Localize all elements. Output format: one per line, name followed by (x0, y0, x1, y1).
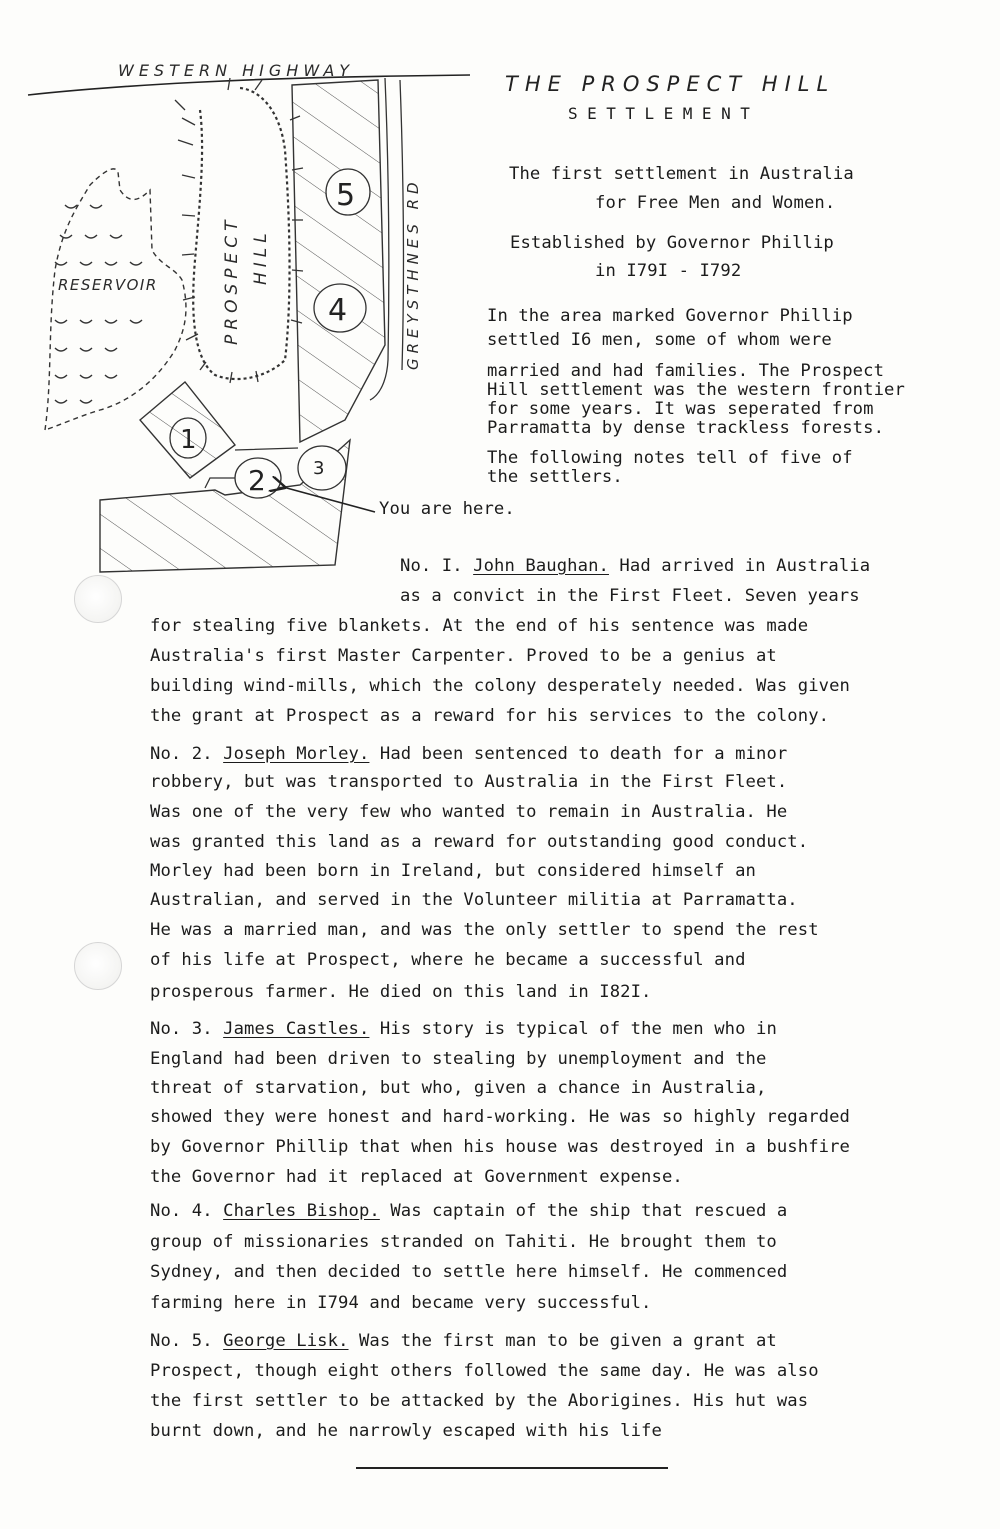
punch-hole-bottom (74, 942, 122, 990)
settler-3-line: England had been driven to stealing by unemployment and the (150, 1049, 767, 1069)
settler-1-line: building wind-mills, which the colony desperately needed. Was given (150, 676, 850, 696)
settler-2-line: robbery, but was transported to Australia in the First Fleet. (150, 772, 788, 792)
settler-number: No. I. (400, 556, 463, 576)
settler-number: No. 3. (150, 1019, 213, 1039)
settler-number: No. 5. (150, 1331, 213, 1351)
intro-body-line: Parramatta by dense trackless forests. (487, 418, 885, 438)
settler-text: Had arrived in Australia (619, 556, 871, 576)
greystanes-road-label: GREYSTHNES RD (404, 177, 422, 370)
settler-1-line: for stealing five blankets. At the end of his sentence was made (150, 616, 809, 636)
tagline-line-2: for Free Men and Women. (595, 193, 836, 213)
settler-text: Was the first man to be given a grant at (358, 1331, 777, 1351)
established-line-1: Established by Governor Phillip (510, 233, 834, 253)
settler-1-heading (400, 556, 870, 576)
you-are-here-label: You are here. (379, 499, 515, 519)
settler-2-line: of his life at Prospect, where he became a successful and (150, 950, 746, 970)
settler-5-line: Prospect, though eight others followed the same day. He was also (150, 1361, 819, 1381)
plot-label-3: 3 (313, 458, 325, 479)
settler-text: His story is typical of the men who in (379, 1019, 777, 1039)
settler-text: Had been sentenced to death for a minor (379, 744, 788, 764)
settler-4-line: group of missionaries stranded on Tahiti. He brought them to (150, 1232, 777, 1252)
settler-5-line: the first settler to be attacked by the Aborigines. His hut was (150, 1391, 809, 1411)
intro-body-line: Hill settlement was the western frontier (487, 380, 905, 400)
settler-2-line: Australian, and served in the Volunteer militia at Parramatta. (150, 890, 798, 910)
reservoir-label: RESERVOIR (58, 276, 158, 294)
intro-body-line: for some years. It was seperated from (487, 399, 874, 419)
plot-label-5: 5 (336, 178, 356, 213)
plot-label-1: 1 (180, 425, 197, 455)
settler-2-line: He was a married man, and was the only settler to spend the rest (150, 920, 819, 940)
settler-2-heading (150, 744, 787, 764)
intro-notes-line: The following notes tell of five of (487, 448, 853, 468)
settler-5-heading (150, 1331, 777, 1351)
settler-4-line: Sydney, and then decided to settle here himself. He commenced (150, 1262, 788, 1282)
settler-3-line: showed they were honest and hard-working. He was so highly regarded (150, 1107, 850, 1127)
document-title: THE PROSPECT HILL (505, 72, 836, 96)
settler-2-line: prosperous farmer. He died on this land in I82I. (150, 982, 652, 1002)
settler-3-heading (150, 1019, 777, 1039)
hill-label-hill: HILL (251, 228, 271, 285)
settler-4-line: farming here in I794 and became very successful. (150, 1293, 652, 1313)
closing-rule (356, 1467, 668, 1469)
reservoir-water-marks (55, 205, 142, 403)
settler-5-line: burnt down, and he narrowly escaped with his life (150, 1421, 662, 1441)
plot-4-5-area (292, 80, 385, 442)
plot-label-4: 4 (328, 293, 348, 328)
established-line-2: in I79I - I792 (595, 261, 742, 281)
settler-number: No. 4. (150, 1201, 213, 1221)
settler-name: Joseph Morley. (223, 744, 370, 764)
document-subtitle: SETTLEMENT (568, 104, 760, 123)
settler-2-line: was granted this land as a reward for outstanding good conduct. (150, 832, 809, 852)
reservoir-outline (45, 169, 186, 430)
settler-name: George Lisk. (223, 1331, 349, 1351)
intro-body-line: married and had families. The Prospect (487, 361, 885, 381)
settler-1-line: Australia's first Master Carpenter. Proved to be a genius at (150, 646, 777, 666)
settler-1-line: the grant at Prospect as a reward for his services to the colony. (150, 706, 830, 726)
settler-2-line: Was one of the very few who wanted to remain in Australia. He (150, 802, 788, 822)
punch-hole-top (74, 575, 122, 623)
settler-4-heading (150, 1201, 787, 1221)
settler-name: John Baughan. (473, 556, 609, 576)
settler-2-line: Morley had been born in Ireland, but considered himself an (150, 861, 756, 881)
settler-3-line: the Governor had it replaced at Government expense. (150, 1167, 683, 1187)
settler-3-line: threat of starvation, but who, given a chance in Australia, (150, 1078, 767, 1098)
hill-label-prospect: PROSPECT (222, 215, 242, 345)
settler-1-line: as a convict in the First Fleet. Seven years (400, 586, 860, 606)
settler-3-line: by Governor Phillip that when his house was destroyed in a bushfire (150, 1137, 850, 1157)
intro-notes-line: the settlers. (487, 467, 623, 487)
plot-label-2: 2 (248, 464, 266, 497)
tagline-line-1: The first settlement in Australia (509, 164, 854, 184)
western-highway-label: WESTERN HIGHWAY (118, 61, 355, 80)
intro-body-line: In the area marked Governor Phillip (487, 306, 853, 326)
settler-number: No. 2. (150, 744, 213, 764)
settler-name: Charles Bishop. (223, 1201, 380, 1221)
settler-name: James Castles. (223, 1019, 370, 1039)
intro-body-line: settled I6 men, some of whom were (487, 330, 832, 350)
settler-text: Was captain of the ship that rescued a (390, 1201, 788, 1221)
